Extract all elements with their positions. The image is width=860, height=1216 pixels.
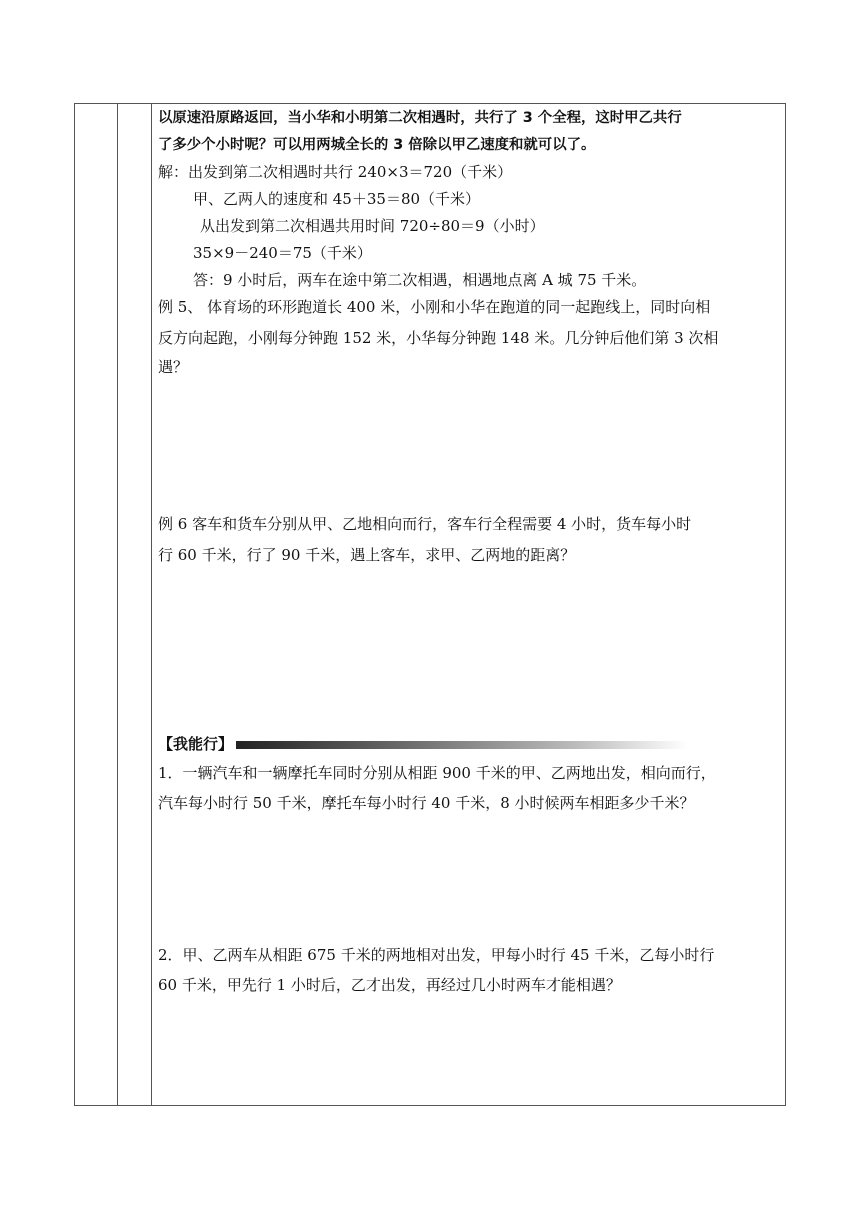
- exercise-2-line: 2．甲、乙两车从相距 675 千米的两地相对出发，甲每小时行 45 千米，乙每小时行: [158, 946, 715, 964]
- column-divider-1: [117, 104, 118, 1105]
- example-5-line: 遇？: [158, 358, 189, 376]
- exercise-1-line: 汽车每小时行 50 千米，摩托车每小时行 40 千米，8 小时候两车相距多少千米？: [158, 794, 695, 812]
- solution-line: 35×9－240＝75（千米）: [193, 244, 372, 262]
- example-6-line: 例 6 客车和货车分别从甲、乙地相向而行，客车行全程需要 4 小时，货车每小时: [158, 515, 692, 533]
- gradient-bar: [236, 741, 688, 749]
- example-5-line: 反方向起跑，小刚每分钟跑 152 米，小华每分钟跑 148 米。几分钟后他们第 3 次相: [158, 329, 719, 347]
- text-line: 了多少个小时呢？可以用两城全长的 3 倍除以甲乙速度和就可以了。: [158, 137, 596, 153]
- section-title: 【我能行】: [158, 735, 234, 753]
- exercise-1-line: 1．一辆汽车和一辆摩托车同时分别从相距 900 千米的甲、乙两地出发，相向而行，: [158, 764, 716, 782]
- text-line: 以原速沿原路返回，当小华和小明第二次相遇时，共行了 3 个全程，这时甲乙共行: [158, 110, 682, 126]
- solution-line: 从出发到第二次相遇共用时间 720÷80＝9（小时）: [200, 217, 545, 235]
- section-header: [158, 734, 718, 754]
- example-6-line: 行 60 千米，行了 90 千米，遇上客车，求甲、乙两地的距离？: [158, 546, 576, 564]
- answer-line: 答：9 小时后，两车在途中第二次相遇，相遇地点离 A 城 75 千米。: [193, 271, 647, 289]
- exercise-2-line: 60 千米，甲先行 1 小时后，乙才出发，再经过几小时两车才能相遇？: [158, 976, 621, 994]
- solution-line: 解：出发到第二次相遇时共行 240×3＝720（千米）: [158, 163, 513, 181]
- solution-line: 甲、乙两人的速度和 45＋35＝80（千米）: [193, 190, 481, 208]
- example-5-line: 例 5、 体育场的环形跑道长 400 米，小刚和小华在跑道的同一起跑线上，同时向相: [158, 298, 711, 316]
- column-divider-2: [151, 104, 152, 1105]
